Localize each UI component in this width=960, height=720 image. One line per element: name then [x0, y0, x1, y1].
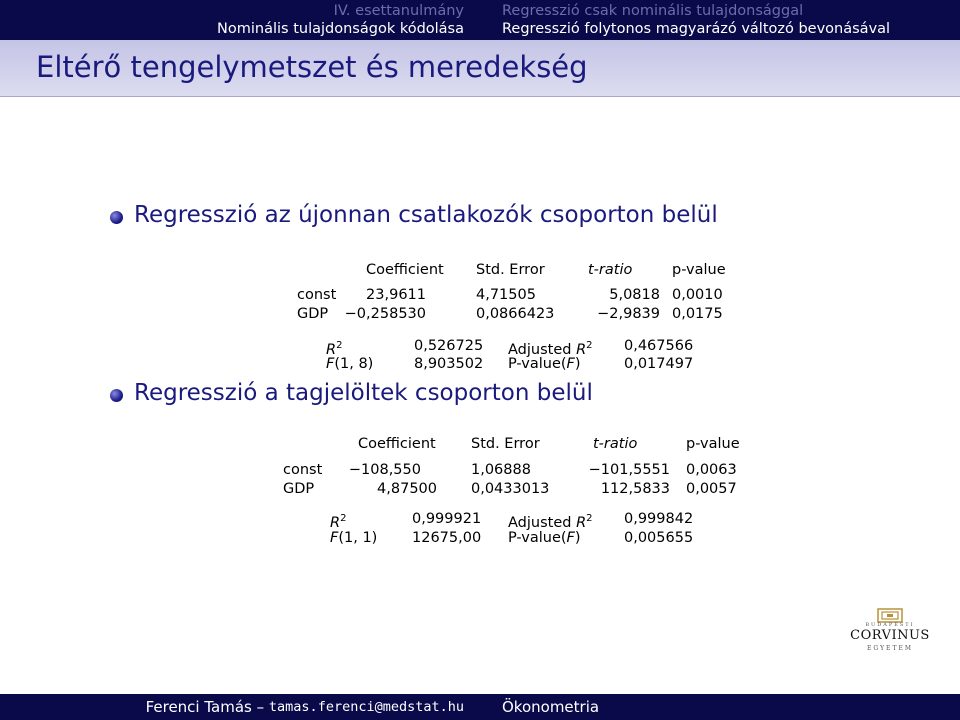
- table-header-p-value: p-value: [672, 262, 726, 278]
- row-t-ratio: 5,0818: [609, 287, 660, 303]
- logo-sub-text: EGYETEM: [867, 645, 913, 652]
- table-header-t-ratio: t-ratio: [588, 262, 633, 278]
- stat-p-value-f-value: 0,017497: [624, 356, 694, 372]
- row-p-value: 0,0063: [686, 462, 737, 478]
- row-std-error: 1,06888: [471, 462, 531, 478]
- table-header-std-error: Std. Error: [471, 436, 540, 452]
- corvinus-logo: [848, 608, 932, 658]
- row-t-ratio: −2,9839: [597, 306, 660, 322]
- stat-adj-r2-label: Adjusted $R^2$: [508, 340, 593, 358]
- row-name: GDP: [283, 481, 315, 497]
- stat-p-value-f-value: 0,005655: [624, 530, 694, 546]
- stat-r2-value: 0,999921: [412, 511, 482, 527]
- bullet-icon: [110, 389, 123, 402]
- row-coefficient: 4,87500: [377, 481, 437, 497]
- row-t-ratio: −101,5551: [588, 462, 670, 478]
- row-coefficient: −0,258530: [344, 306, 426, 322]
- bullet-icon: [110, 211, 123, 224]
- footer-right: [480, 694, 960, 720]
- row-std-error: 4,71505: [476, 287, 536, 303]
- row-p-value: 0,0057: [686, 481, 737, 497]
- table-header-t-ratio: t-ratio: [593, 436, 638, 452]
- frame-title-bar: [0, 40, 960, 97]
- row-coefficient: −108,550: [348, 462, 421, 478]
- stat-p-value-f-label: P-value(F): [508, 356, 581, 372]
- row-std-error: 0,0866423: [476, 306, 555, 322]
- logo-top-text: BUDAPESTI: [865, 622, 915, 628]
- stat-f-label: F(1, 1): [330, 530, 378, 546]
- nav-subsection-active[interactable]: Nominális tulajdonságok kódolása: [217, 21, 464, 37]
- list-item-title-2: Regresszió a tagjelöltek csoporton belül: [134, 380, 593, 406]
- nav-right: [480, 0, 960, 40]
- header-navigation: [0, 0, 960, 40]
- stat-p-value-f-label: P-value(F): [508, 530, 581, 546]
- footer: [0, 694, 960, 720]
- row-coefficient: 23,9611: [366, 287, 426, 303]
- stat-adj-r2-value: 0,467566: [624, 338, 694, 354]
- stat-f-value: 8,903502: [414, 356, 484, 372]
- nav-left: [0, 0, 480, 40]
- stat-adj-r2-label: Adjusted $R^2$: [508, 513, 593, 531]
- footer-author: Ferenci Tamás: [145, 698, 252, 716]
- stat-r2-label: $R^2$: [326, 340, 343, 358]
- footer-course: Ökonometria: [502, 698, 600, 716]
- table-header-p-value: p-value: [686, 436, 740, 452]
- row-name: const: [283, 462, 323, 478]
- nav-subsection-other[interactable]: Regresszió folytonos magyarázó változó bevonásával: [502, 21, 891, 37]
- stat-r2-label: $R^2$: [330, 513, 347, 531]
- table-header-coefficient: Coefficient: [366, 262, 444, 278]
- stat-adj-r2-value: 0,999842: [624, 511, 694, 527]
- nav-section-active[interactable]: IV. esettanulmány: [333, 3, 464, 19]
- row-t-ratio: 112,5833: [600, 481, 670, 497]
- footer-separator: –: [251, 698, 269, 716]
- stat-r2-value: 0,526725: [414, 338, 484, 354]
- table-header-std-error: Std. Error: [476, 262, 545, 278]
- row-name: const: [297, 287, 337, 303]
- stat-f-label: F(1, 8): [326, 356, 374, 372]
- frame-title: Eltérő tengelymetszet és meredekség: [36, 50, 588, 84]
- stat-f-value: 12675,00: [412, 530, 482, 546]
- list-item-title-1: Regresszió az újonnan csatlakozók csoporton belül: [134, 202, 718, 228]
- logo-text: CORVINUS: [850, 628, 930, 643]
- nav-section-other[interactable]: Regresszió csak nominális tulajdonsággal: [502, 3, 804, 19]
- footer-left: [0, 694, 480, 720]
- row-p-value: 0,0010: [672, 287, 723, 303]
- footer-email[interactable]: tamas.ferenci@medstat.hu: [268, 699, 464, 715]
- row-name: GDP: [297, 306, 329, 322]
- row-std-error: 0,0433013: [471, 481, 550, 497]
- row-p-value: 0,0175: [672, 306, 723, 322]
- table-header-coefficient: Coefficient: [358, 436, 436, 452]
